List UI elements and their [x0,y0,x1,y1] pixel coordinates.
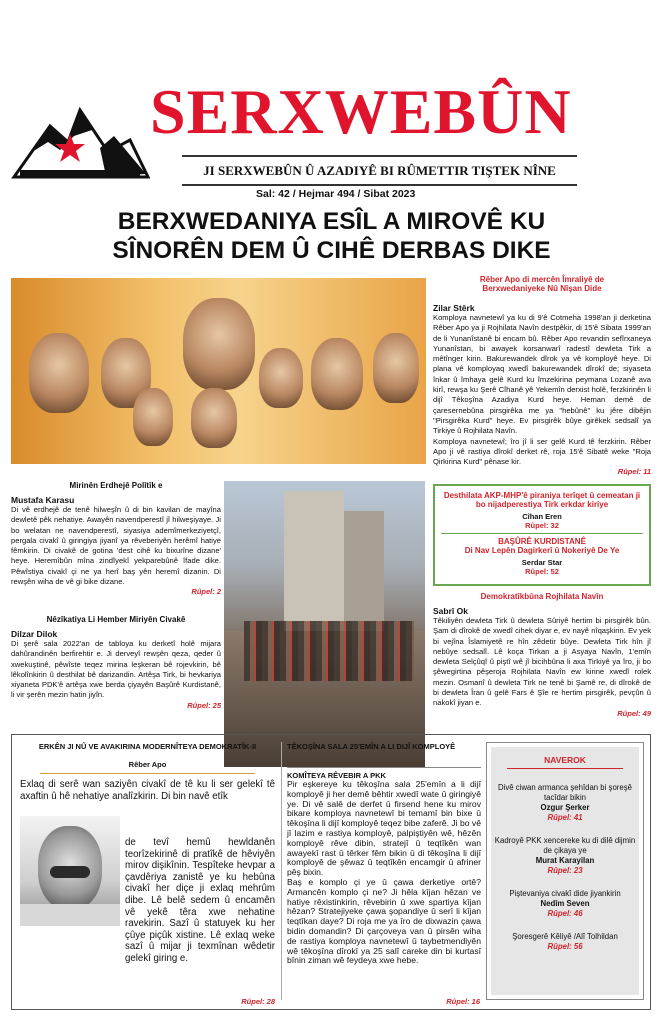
article-subtitle: KOMÎTEYA RÊVEBIR A PKK [287,771,386,780]
article-body: Têkiliyên dewleta Tirk û dewleta Sûriyê hertim bi pirsgirêk bûn. Şam di dîrokê de xwedî cihek diyar e, ev nayê nîqaşkirin. Ev yek bi vejîna Îslamiyetê re hîn zêdetir bûye. Dewleta Tirk hîn jî nebûye sedsalî. Lê koça Tirkan a ji Asyaya Navîn, 1'emîn dewleta Selçûqî û piştî wê jî bicihbûna li axa Tirkiyê ya îro, ji bo şêwegirtina pêşeroja Rojhilata Navîn ew kirine xwedî rolek mezin. Osmanî û dewleta Tirk ne tenê bi Şamê re, di dîrokê de bi dewleta Îran û gelê Fars ê Şîe re hertim pirsgirêk, pevçûn û nakokî jiyan e. [433,616,651,708]
naverok-item[interactable] [491,932,639,952]
naverok-item-page: Rûpel: 23 [547,866,583,875]
article-author: Mustafa Karasu [11,495,75,505]
article-body: Di vê erdhejê de tenê hilweşîn û di bin kavilan de mayîna dewletê pêk nehatiye. Awayên navendperestî jî hilweşiyaye. Ji bo welatan ne navendperestî, siyasiya ademîmerkeziyetçî, pergala civakî û giringiya jiyanî ya rêveberiyên herêmî hatiye fêmkirin. Di civakê de gotina 'dest cihê ku bixurîne dizane' heye. Heremîbûn mîna zindîyekî yekparebûnê îfade dike. Pêwîstiya civakî çi ne ya herî baş yên heremî dizanin. Di rewşên wiha de vê gi bike dizane. [11,505,221,587]
box-item-1-page[interactable]: Rûpel: 32 [525,521,559,530]
headline-line-1: BERXWEDANIYA ESÎL A MIROVÊ KU [117,208,546,235]
article-author: Sabrî Ok [433,606,468,616]
article-body: Pir eşkereye ku têkoşîna sala 25'emîn a li dijî komployê ji her demê bêhtir xwedî wate û giringiyê ye. Di vê salê de derfet û firsend hene ku mirov bikare komploya navnetewî bi temamî bin bixe û têkoşîna li dijî komployê teqez bibe zaferê. Ji bo vê jî lazim e rastiya komployê, palpiştiyên wê, hêzên komployê rêve dibin, stratejî û teqtîkên wan awayekî rast û têrker fêm bikin û di têkoşîna li dijî komployê de şêwaz û teqtîkên encamgir û afriner pêş bixin. [287,779,481,878]
main-headline [0,207,663,265]
box-divider [441,533,643,534]
page-ref[interactable]: Rûpel: 28 [241,997,275,1006]
page-ref[interactable]: Rûpel: 11 [617,467,651,477]
article-erdheje [11,481,221,596]
box-item-2-subtitle: Di Nav Lepên Dagirkerî û Nokeriyê De Ye [464,546,620,555]
article-title: Nêzîkatiya Li Hember Miriyên Civakê [46,615,186,624]
naverok-item-page: Rûpel: 46 [547,909,583,918]
issue-info: Sal: 42 / Hejmar 494 / Sibat 2023 [256,188,416,200]
naverok-item-title: Divê ciwan armanca şehîdan bi şoreşê tacîdar bikin [498,783,632,802]
article-title: TÊKOŞÎNA SALA 25'EMÎN A LI DIJÎ KOMPLOYÊ [287,742,456,751]
article-erken [20,742,275,802]
page-ref[interactable]: Rûpel: 49 [617,708,651,718]
naverok-item-author: Ozgur Şerker [540,803,590,812]
naverok-item-title: Piştevaniya civakî dide jiyankirin [509,889,621,898]
serxwebun-logo [10,92,150,184]
naverok-heading: NAVEROK [544,755,586,765]
naverok-item[interactable] [491,889,639,919]
naverok-box [486,742,644,1000]
article-author: Rêber Apo [128,760,167,769]
article-rebar-apo [433,275,651,476]
article-author: Zilar Stêrk [433,303,475,313]
page-ref[interactable]: Rûpel: 16 [446,997,480,1006]
article-subtitle: Berxwedaniyeke Nû Nîşan Dide [482,284,602,293]
naverok-item-title: Kadroyê PKK xencereke ku di dilê dijmin de çikaya ye [494,836,636,855]
box-item-2-author: Serdar Star [521,558,563,567]
rebar-apo-portrait [20,816,120,926]
article-tekosina [287,742,481,966]
article-demokratik [433,592,651,718]
earthquake-photo [224,481,425,767]
article-body-top: Exlaq di serê wan saziyên civakî de tê ku li ser gelekî tê axaftin û hê nehatiye analîzkirin. Di bin navê etîk [20,779,275,802]
page-ref[interactable]: Rûpel: 25 [187,700,221,710]
article-body-2: Komploya navnetewî; îro jî li ser gelê Kurd tê ferzkirin. Rêber Apo ji vê rastiya dîrokî derket rê, roja 15'ê Sibatê weke "Roja Qirkirina Kurd" pênase kir. [433,436,651,467]
article-author: Dilzar Dilok [11,629,58,639]
article-body: Di şerê sala 2022'an de tabloya ku derketî holê mijara dahûrandinên berfirehtir e. Ji derveyî rewşên qeza, qeder û xwekuştinê, pêwîste teqez mirina leşkeran bê rojevkirin, bê lêkolînkirin û desthilat bê darizandin. Artêşa Tirk, bi hevkariya xiyaneta PDK'ê artêşa xwe berda çiyayên Başûrê Kurdistanê, li vir şerên mezin hatin jiyîn. [11,639,221,700]
box-item-1-title[interactable]: Desthilata AKP-MHP'ê piraniya terîqet û cemeatan ji bo nijadperestiya Tirk erkdar kiriye [443,491,641,509]
naverok-item[interactable] [491,836,639,876]
naverok-item-title: Şoresgerê Kêliyê /Alî Tolhildan [512,932,618,941]
headline-line-2: SÎNORÊN DEM Û CIHÊ DERBAS DIKE [112,237,551,264]
article-title: Mirinên Erdhejê Polîtîk e [69,481,163,490]
featured-box [433,484,651,586]
naverok-item[interactable] [491,783,639,823]
article-erken-side [125,837,275,965]
naverok-item-author: Murat Karayilan [535,856,595,865]
naverok-item-author: Nedîm Seven [540,899,590,908]
mountain-star-logo-icon [10,92,150,184]
article-title: Rêber Apo di mercên Îmraliyê de [479,275,605,284]
page-ref[interactable]: Rûpel: 2 [191,587,221,597]
article-body-side: de tevî hemû hewldanên teorîzekirinê di pratîkê de hêviyên mirov dişikînin. Tespîteke hevpar a çavdêriya zanistê ye ku hebûna civakî her diçe ji exlaq mehrûm dibe. Lê belê sedem û encamên vê yekê têra xwe nehatine ravekirin. Sazî û statuyek ku her çûye piçûk xistine. Lê exlaq weke sazî û mijar ji texmînan wêdetir gelekî giring e. [125,837,275,964]
box-item-2-title[interactable]: BAŞÛRÊ KURDISTANÊ [498,537,586,546]
martyrs-collage-photo [11,278,426,464]
box-item-1-author: Cîhan Eren [522,512,562,521]
naverok-item-page: Rûpel: 41 [547,813,583,822]
article-title: ERKÊN JI NÛ VE AVAKIRINA MODERNÎTEYA DEMOKRATÎK-II [38,742,257,751]
column-divider [281,742,282,1000]
article-nezikatiya [11,615,221,710]
naverok-item-page: Rûpel: 56 [547,942,583,951]
article-title: Demokratîkbûna Rojhilata Navîn [480,592,604,601]
article-body-2: Baş e komplo çi ye û çawa derketiye ortê? Armancên komplo çi ne? Ji hêla kîjan hêzan ve hatiye rêxistinkirin, rêvebirin û xwe spartiya kîjan hêzan? Stratejiyeke çawa şopandiye û serî li kîjan teqtîkan daye? Di roja me ya îro de dixwazin çawa bidin domandin? Di çarçoveya van û pirsên wiha de rastiya komploya navnetewî û taybetmendiyên wê têkoşîna dîrokî ya 25 salî careke din bi kurtasî bînin ziman wê feydeya xwe hebe. [287,876,481,966]
article-body: Komploya navnetewî ya ku di 9'ê Cotmeha 1998'an ji derketina Rêber Apo ya ji Rojhilata Navîn destpêkir, di 15'ê Sibata 1999'an de li Yunanîstanê bi encam bû. Rêber Apo revandin sefîrxaneya Yunanîstan, bi awayek korsanwarî radestî dewleta Tirk a mêtînger kirin. Bakurewandek dîrok ya vê komployê heye. Di plana vê komployaq xwedî bakurewandek dîrokî de; siyaseta înkar û îmhaya gelê Kurd ku îmzekirina peymana Lozanê ava kirî, rewşa ku Şerê Cîhanê yê Yekemîn derxist holê, ferzkirinên li dijî Têkoşîna Azadiya Kurd heye. Heman demê de çaresernebûna pirsgirêka me ya "hebûnê" ku jêre dibêjin "Pirsgirêka Kurd" heye. Ev pirsgirêk bûye girêkek sedsalî ya Tirkiye û Rojhilata Navîn. [433,313,651,436]
masthead-title: SERXWEBÛN [150,76,572,147]
box-item-2-page[interactable]: Rûpel: 52 [525,567,559,576]
masthead-tagline: JI SERXWEBÛN Û AZADIYÊ BI RÛMETTIR TIŞTEK NÎNE [182,155,577,186]
